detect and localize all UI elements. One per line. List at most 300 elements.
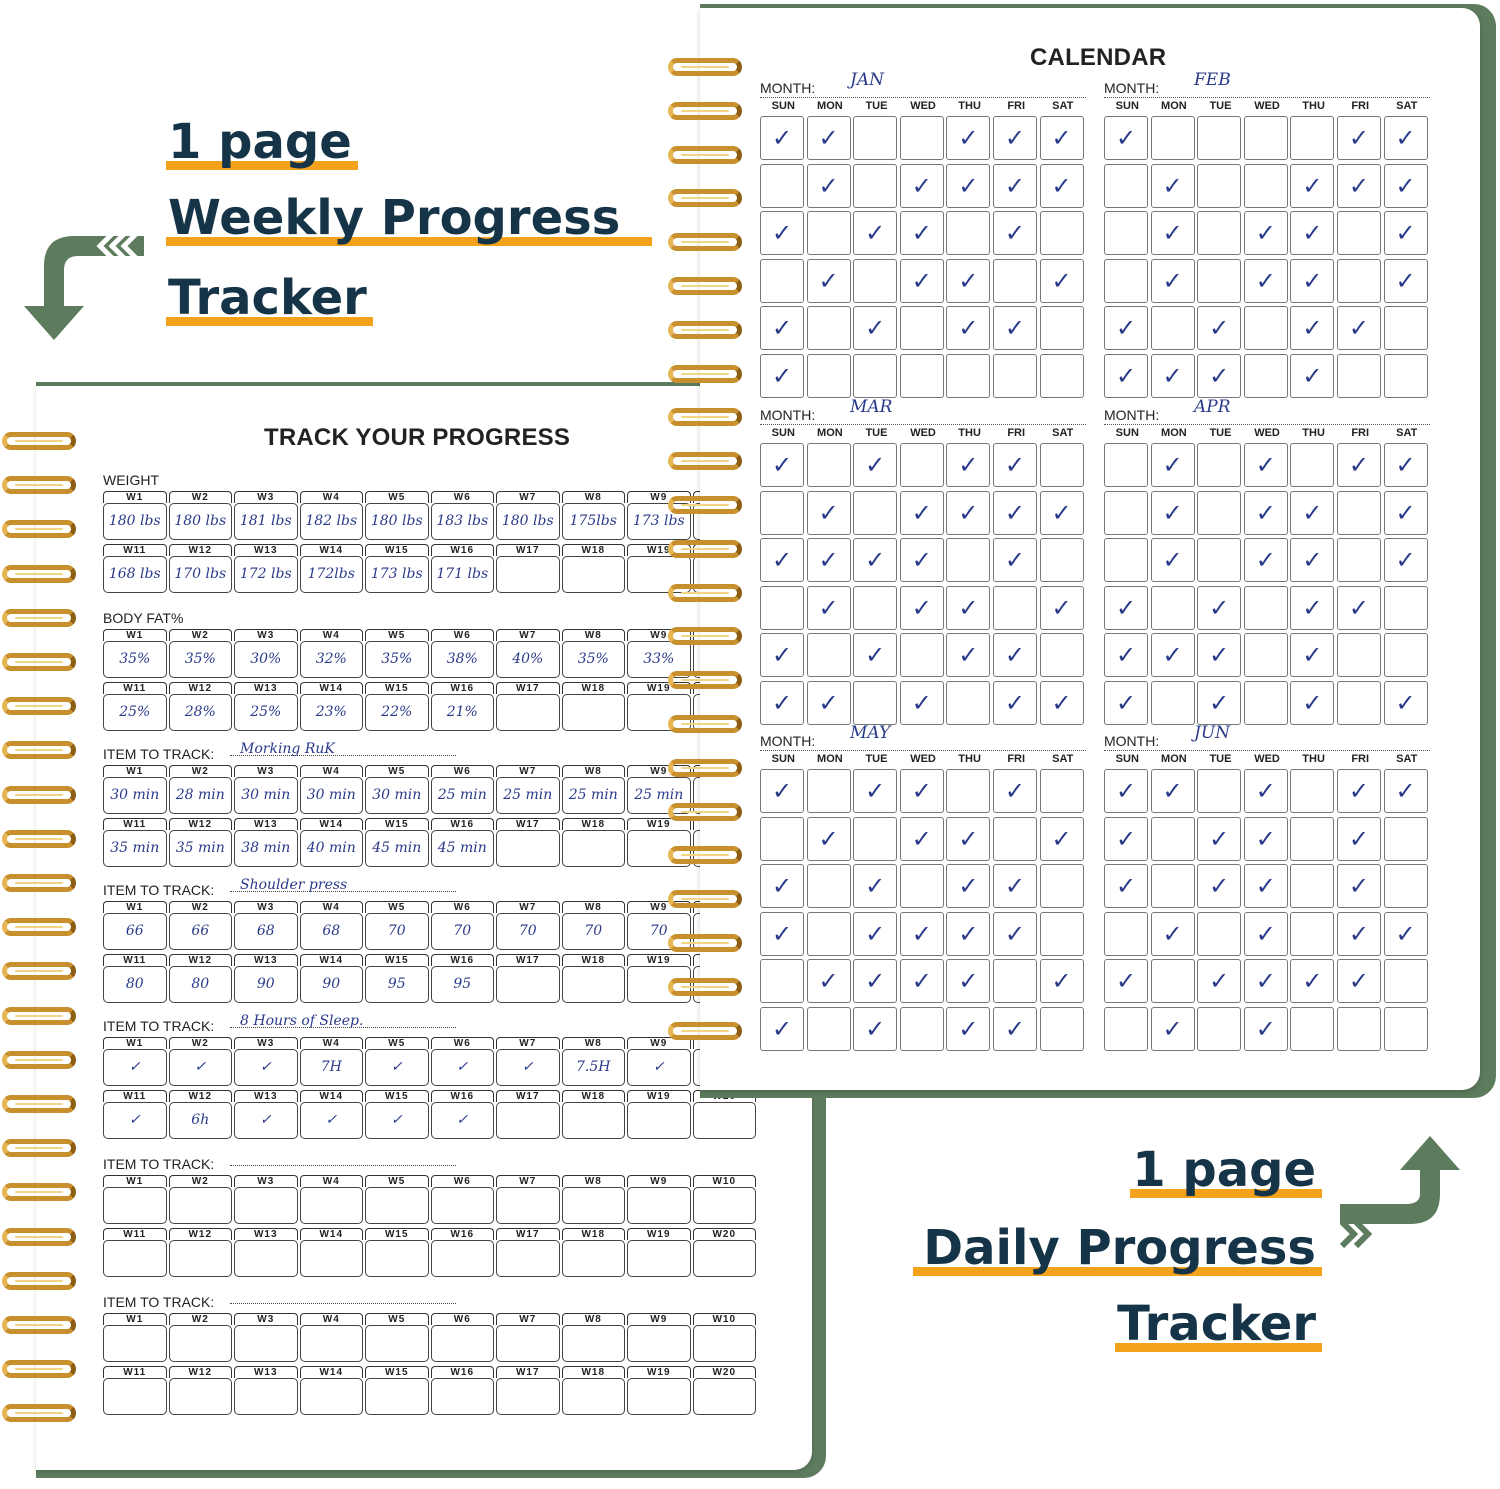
- day-box[interactable]: [1151, 681, 1195, 725]
- checked-day-box[interactable]: [1290, 633, 1334, 677]
- week-value[interactable]: 90: [234, 966, 298, 1003]
- checked-day-box[interactable]: [1384, 259, 1428, 303]
- checked-day-box[interactable]: [760, 1007, 804, 1051]
- week-cell[interactable]: [233, 1366, 299, 1415]
- day-box[interactable]: [946, 354, 990, 398]
- day-box[interactable]: [900, 864, 944, 908]
- week-cell[interactable]: [364, 765, 430, 814]
- week-value[interactable]: ✓: [300, 1102, 364, 1139]
- day-box[interactable]: [900, 354, 944, 398]
- day-box[interactable]: [1197, 912, 1241, 956]
- day-box[interactable]: [1197, 1007, 1241, 1051]
- day-box[interactable]: [760, 817, 804, 861]
- checked-day-box[interactable]: [1197, 354, 1241, 398]
- week-cell[interactable]: [495, 1090, 561, 1139]
- day-box[interactable]: [807, 769, 851, 813]
- week-value[interactable]: [496, 966, 560, 1003]
- week-value[interactable]: 182 lbs: [300, 503, 364, 540]
- week-value[interactable]: [693, 1240, 757, 1277]
- week-value[interactable]: 168 lbs: [103, 556, 167, 593]
- checked-day-box[interactable]: [1104, 864, 1148, 908]
- checked-day-box[interactable]: [1197, 959, 1241, 1003]
- week-value[interactable]: 7.5H: [562, 1049, 626, 1086]
- week-cell[interactable]: [495, 765, 561, 814]
- week-cell[interactable]: [430, 544, 496, 593]
- day-box[interactable]: [853, 259, 897, 303]
- checked-day-box[interactable]: [1290, 959, 1334, 1003]
- day-box[interactable]: [760, 259, 804, 303]
- week-cell[interactable]: [430, 818, 496, 867]
- week-value[interactable]: 180 lbs: [169, 503, 233, 540]
- week-cell[interactable]: [168, 818, 234, 867]
- day-box[interactable]: [1104, 912, 1148, 956]
- day-box[interactable]: [1151, 959, 1195, 1003]
- day-box[interactable]: [1104, 538, 1148, 582]
- checked-day-box[interactable]: [993, 116, 1037, 160]
- checked-day-box[interactable]: [900, 681, 944, 725]
- week-cell[interactable]: [299, 901, 365, 950]
- day-box[interactable]: [900, 306, 944, 350]
- week-cell[interactable]: [430, 1313, 496, 1362]
- day-box[interactable]: [760, 491, 804, 535]
- checked-day-box[interactable]: [760, 769, 804, 813]
- checked-day-box[interactable]: [946, 586, 990, 630]
- week-value[interactable]: ✓: [496, 1049, 560, 1086]
- checked-day-box[interactable]: [1104, 817, 1148, 861]
- week-value[interactable]: [103, 1378, 167, 1415]
- checked-day-box[interactable]: [1244, 864, 1288, 908]
- week-cell[interactable]: [168, 1175, 234, 1224]
- checked-day-box[interactable]: [1290, 538, 1334, 582]
- day-box[interactable]: [853, 817, 897, 861]
- day-box[interactable]: [900, 443, 944, 487]
- week-cell[interactable]: [561, 629, 627, 678]
- day-box[interactable]: [1244, 681, 1288, 725]
- checked-day-box[interactable]: [1290, 491, 1334, 535]
- day-box[interactable]: [853, 681, 897, 725]
- week-value[interactable]: [693, 1325, 757, 1362]
- week-value[interactable]: 180 lbs: [496, 503, 560, 540]
- checked-day-box[interactable]: [853, 1007, 897, 1051]
- day-box[interactable]: [1104, 164, 1148, 208]
- checked-day-box[interactable]: [1151, 491, 1195, 535]
- week-value[interactable]: 172 lbs: [234, 556, 298, 593]
- checked-day-box[interactable]: [946, 306, 990, 350]
- day-box[interactable]: [1104, 259, 1148, 303]
- day-box[interactable]: [853, 116, 897, 160]
- checked-day-box[interactable]: [946, 443, 990, 487]
- day-box[interactable]: [1290, 116, 1334, 160]
- week-value[interactable]: [627, 1240, 691, 1277]
- week-cell[interactable]: [430, 491, 496, 540]
- week-value[interactable]: 68: [234, 913, 298, 950]
- day-box[interactable]: [1197, 769, 1241, 813]
- day-box[interactable]: [1337, 538, 1381, 582]
- week-cell[interactable]: [495, 1366, 561, 1415]
- week-cell[interactable]: [102, 1037, 168, 1086]
- day-box[interactable]: [900, 633, 944, 677]
- checked-day-box[interactable]: [807, 164, 851, 208]
- day-box[interactable]: [946, 211, 990, 255]
- checked-day-box[interactable]: [1384, 769, 1428, 813]
- day-box[interactable]: [853, 164, 897, 208]
- checked-day-box[interactable]: [807, 817, 851, 861]
- week-cell[interactable]: [233, 1313, 299, 1362]
- day-box[interactable]: [760, 959, 804, 1003]
- checked-day-box[interactable]: [1040, 817, 1084, 861]
- week-cell[interactable]: [102, 491, 168, 540]
- checked-day-box[interactable]: [1384, 912, 1428, 956]
- week-cell[interactable]: [561, 818, 627, 867]
- checked-day-box[interactable]: [853, 211, 897, 255]
- week-cell[interactable]: [168, 1037, 234, 1086]
- checked-day-box[interactable]: [760, 211, 804, 255]
- checked-day-box[interactable]: [946, 1007, 990, 1051]
- week-value[interactable]: [562, 694, 626, 731]
- checked-day-box[interactable]: [1337, 586, 1381, 630]
- checked-day-box[interactable]: [1337, 769, 1381, 813]
- checked-day-box[interactable]: [1151, 443, 1195, 487]
- week-value[interactable]: ✓: [103, 1049, 167, 1086]
- item-name-field[interactable]: Shoulder press: [230, 878, 456, 892]
- week-cell[interactable]: [364, 818, 430, 867]
- week-value[interactable]: [234, 1325, 298, 1362]
- week-cell[interactable]: [364, 544, 430, 593]
- week-cell[interactable]: [561, 765, 627, 814]
- item-name-field[interactable]: [230, 1152, 456, 1166]
- day-box[interactable]: [1337, 259, 1381, 303]
- week-value[interactable]: [496, 1378, 560, 1415]
- day-box[interactable]: [1384, 306, 1428, 350]
- checked-day-box[interactable]: [1337, 306, 1381, 350]
- week-cell[interactable]: [364, 1366, 430, 1415]
- checked-day-box[interactable]: [1290, 164, 1334, 208]
- week-value[interactable]: [103, 1187, 167, 1224]
- week-cell[interactable]: [692, 1313, 758, 1362]
- week-value[interactable]: [562, 1378, 626, 1415]
- checked-day-box[interactable]: [1337, 116, 1381, 160]
- week-cell[interactable]: [233, 629, 299, 678]
- week-cell[interactable]: [561, 491, 627, 540]
- day-box[interactable]: [760, 164, 804, 208]
- checked-day-box[interactable]: [1290, 354, 1334, 398]
- day-box[interactable]: [1040, 538, 1084, 582]
- week-cell[interactable]: [430, 629, 496, 678]
- day-box[interactable]: [807, 864, 851, 908]
- week-value[interactable]: [496, 1325, 560, 1362]
- day-box[interactable]: [1197, 164, 1241, 208]
- week-value[interactable]: [300, 1240, 364, 1277]
- week-value[interactable]: 172lbs: [300, 556, 364, 593]
- week-value[interactable]: 28 min: [169, 777, 233, 814]
- day-box[interactable]: [1040, 211, 1084, 255]
- week-value[interactable]: ✓: [103, 1102, 167, 1139]
- week-value[interactable]: 35 min: [169, 830, 233, 867]
- week-cell[interactable]: [626, 1037, 692, 1086]
- week-cell[interactable]: [495, 682, 561, 731]
- checked-day-box[interactable]: [1197, 817, 1241, 861]
- week-cell[interactable]: [233, 1037, 299, 1086]
- checked-day-box[interactable]: [1337, 164, 1381, 208]
- week-value[interactable]: 68: [300, 913, 364, 950]
- week-value[interactable]: [627, 1102, 691, 1139]
- week-cell[interactable]: [299, 491, 365, 540]
- week-cell[interactable]: [299, 954, 365, 1003]
- week-cell[interactable]: [495, 954, 561, 1003]
- day-box[interactable]: [1384, 1007, 1428, 1051]
- checked-day-box[interactable]: [1384, 443, 1428, 487]
- item-name-field[interactable]: 8 Hours of Sleep.: [230, 1014, 456, 1028]
- day-box[interactable]: [1197, 116, 1241, 160]
- day-box[interactable]: [1384, 959, 1428, 1003]
- week-value[interactable]: 30 min: [300, 777, 364, 814]
- checked-day-box[interactable]: [760, 443, 804, 487]
- checked-day-box[interactable]: [900, 491, 944, 535]
- checked-day-box[interactable]: [760, 912, 804, 956]
- week-value[interactable]: 95: [431, 966, 495, 1003]
- week-value[interactable]: [300, 1378, 364, 1415]
- day-box[interactable]: [1151, 116, 1195, 160]
- week-cell[interactable]: [495, 1037, 561, 1086]
- week-cell[interactable]: [168, 1313, 234, 1362]
- day-box[interactable]: [853, 491, 897, 535]
- week-cell[interactable]: [364, 629, 430, 678]
- week-value[interactable]: 25 min: [431, 777, 495, 814]
- checked-day-box[interactable]: [1337, 864, 1381, 908]
- checked-day-box[interactable]: [853, 959, 897, 1003]
- checked-day-box[interactable]: [1337, 912, 1381, 956]
- week-value[interactable]: [562, 556, 626, 593]
- checked-day-box[interactable]: [1197, 864, 1241, 908]
- week-value[interactable]: 30 min: [103, 777, 167, 814]
- day-box[interactable]: [993, 586, 1037, 630]
- checked-day-box[interactable]: [993, 912, 1037, 956]
- week-value[interactable]: 33%: [627, 641, 691, 678]
- week-value[interactable]: 35%: [562, 641, 626, 678]
- week-cell[interactable]: [561, 1228, 627, 1277]
- week-cell[interactable]: [364, 1228, 430, 1277]
- checked-day-box[interactable]: [807, 491, 851, 535]
- checked-day-box[interactable]: [900, 817, 944, 861]
- checked-day-box[interactable]: [900, 912, 944, 956]
- week-cell[interactable]: [102, 544, 168, 593]
- day-box[interactable]: [1040, 864, 1084, 908]
- day-box[interactable]: [1040, 769, 1084, 813]
- checked-day-box[interactable]: [1151, 354, 1195, 398]
- checked-day-box[interactable]: [900, 769, 944, 813]
- day-box[interactable]: [993, 259, 1037, 303]
- week-value[interactable]: 35%: [169, 641, 233, 678]
- week-cell[interactable]: [430, 1366, 496, 1415]
- week-cell[interactable]: [364, 491, 430, 540]
- month-name[interactable]: FEB: [1194, 70, 1231, 90]
- week-value[interactable]: [562, 1102, 626, 1139]
- week-value[interactable]: 28%: [169, 694, 233, 731]
- week-cell[interactable]: [102, 901, 168, 950]
- week-value[interactable]: 173 lbs: [627, 503, 691, 540]
- week-value[interactable]: 32%: [300, 641, 364, 678]
- week-value[interactable]: ✓: [234, 1102, 298, 1139]
- checked-day-box[interactable]: [946, 959, 990, 1003]
- week-value[interactable]: [234, 1240, 298, 1277]
- day-box[interactable]: [1384, 586, 1428, 630]
- day-box[interactable]: [1384, 354, 1428, 398]
- week-value[interactable]: [431, 1378, 495, 1415]
- week-value[interactable]: [496, 694, 560, 731]
- checked-day-box[interactable]: [900, 586, 944, 630]
- week-cell[interactable]: [364, 1175, 430, 1224]
- week-value[interactable]: 25%: [234, 694, 298, 731]
- day-box[interactable]: [1040, 443, 1084, 487]
- day-box[interactable]: [1197, 538, 1241, 582]
- checked-day-box[interactable]: [853, 864, 897, 908]
- checked-day-box[interactable]: [760, 681, 804, 725]
- checked-day-box[interactable]: [993, 633, 1037, 677]
- week-value[interactable]: [496, 556, 560, 593]
- week-cell[interactable]: [233, 682, 299, 731]
- week-value[interactable]: [365, 1378, 429, 1415]
- checked-day-box[interactable]: [1290, 586, 1334, 630]
- checked-day-box[interactable]: [1104, 354, 1148, 398]
- checked-day-box[interactable]: [1151, 164, 1195, 208]
- checked-day-box[interactable]: [1104, 959, 1148, 1003]
- week-value[interactable]: [431, 1240, 495, 1277]
- week-cell[interactable]: [561, 1366, 627, 1415]
- checked-day-box[interactable]: [946, 116, 990, 160]
- week-cell[interactable]: [561, 954, 627, 1003]
- checked-day-box[interactable]: [993, 538, 1037, 582]
- checked-day-box[interactable]: [1197, 681, 1241, 725]
- week-cell[interactable]: [561, 1090, 627, 1139]
- week-value[interactable]: [627, 1187, 691, 1224]
- month-name[interactable]: JUN: [1194, 723, 1231, 743]
- week-cell[interactable]: [430, 1228, 496, 1277]
- week-cell[interactable]: [364, 1090, 430, 1139]
- week-value[interactable]: [496, 1102, 560, 1139]
- week-cell[interactable]: [430, 765, 496, 814]
- checked-day-box[interactable]: [1104, 586, 1148, 630]
- week-cell[interactable]: [299, 818, 365, 867]
- week-cell[interactable]: [233, 901, 299, 950]
- week-cell[interactable]: [561, 682, 627, 731]
- day-box[interactable]: [1197, 443, 1241, 487]
- week-cell[interactable]: [233, 765, 299, 814]
- week-value[interactable]: ✓: [365, 1102, 429, 1139]
- checked-day-box[interactable]: [993, 306, 1037, 350]
- week-value[interactable]: ✓: [627, 1049, 691, 1086]
- week-cell[interactable]: [168, 765, 234, 814]
- checked-day-box[interactable]: [1244, 538, 1288, 582]
- day-box[interactable]: [1151, 817, 1195, 861]
- week-cell[interactable]: [495, 1228, 561, 1277]
- checked-day-box[interactable]: [900, 259, 944, 303]
- week-value[interactable]: [169, 1187, 233, 1224]
- day-box[interactable]: [1151, 864, 1195, 908]
- day-box[interactable]: [807, 1007, 851, 1051]
- day-box[interactable]: [1290, 769, 1334, 813]
- week-value[interactable]: [562, 1240, 626, 1277]
- checked-day-box[interactable]: [1384, 538, 1428, 582]
- week-value[interactable]: [365, 1187, 429, 1224]
- week-value[interactable]: ✓: [234, 1049, 298, 1086]
- week-cell[interactable]: [299, 1037, 365, 1086]
- checked-day-box[interactable]: [1384, 116, 1428, 160]
- week-value[interactable]: 25 min: [496, 777, 560, 814]
- checked-day-box[interactable]: [760, 306, 804, 350]
- checked-day-box[interactable]: [1151, 1007, 1195, 1051]
- week-cell[interactable]: [102, 1313, 168, 1362]
- checked-day-box[interactable]: [993, 211, 1037, 255]
- week-cell[interactable]: [430, 1090, 496, 1139]
- week-value[interactable]: 66: [103, 913, 167, 950]
- day-box[interactable]: [807, 633, 851, 677]
- day-box[interactable]: [1337, 633, 1381, 677]
- week-value[interactable]: [234, 1378, 298, 1415]
- week-cell[interactable]: [495, 901, 561, 950]
- day-box[interactable]: [1290, 443, 1334, 487]
- checked-day-box[interactable]: [946, 633, 990, 677]
- week-value[interactable]: 170 lbs: [169, 556, 233, 593]
- week-value[interactable]: [103, 1240, 167, 1277]
- week-value[interactable]: [562, 1187, 626, 1224]
- checked-day-box[interactable]: [1244, 1007, 1288, 1051]
- checked-day-box[interactable]: [1151, 912, 1195, 956]
- week-cell[interactable]: [102, 1228, 168, 1277]
- checked-day-box[interactable]: [1040, 259, 1084, 303]
- week-value[interactable]: [693, 1378, 757, 1415]
- week-value[interactable]: ✓: [431, 1049, 495, 1086]
- month-name[interactable]: MAY: [850, 723, 891, 743]
- week-value[interactable]: [365, 1325, 429, 1362]
- week-cell[interactable]: [102, 1090, 168, 1139]
- checked-day-box[interactable]: [946, 164, 990, 208]
- week-value[interactable]: [562, 966, 626, 1003]
- day-box[interactable]: [807, 354, 851, 398]
- week-value[interactable]: 70: [496, 913, 560, 950]
- day-box[interactable]: [1384, 817, 1428, 861]
- checked-day-box[interactable]: [1040, 491, 1084, 535]
- day-box[interactable]: [1244, 116, 1288, 160]
- week-cell[interactable]: [495, 544, 561, 593]
- week-cell[interactable]: [102, 765, 168, 814]
- day-box[interactable]: [807, 306, 851, 350]
- checked-day-box[interactable]: [900, 164, 944, 208]
- checked-day-box[interactable]: [807, 681, 851, 725]
- week-value[interactable]: 40%: [496, 641, 560, 678]
- week-cell[interactable]: [102, 1175, 168, 1224]
- week-cell[interactable]: [299, 1090, 365, 1139]
- checked-day-box[interactable]: [1104, 769, 1148, 813]
- checked-day-box[interactable]: [853, 912, 897, 956]
- week-cell[interactable]: [299, 544, 365, 593]
- day-box[interactable]: [853, 586, 897, 630]
- day-box[interactable]: [1244, 306, 1288, 350]
- week-cell[interactable]: [364, 1037, 430, 1086]
- week-value[interactable]: 6h: [169, 1102, 233, 1139]
- week-value[interactable]: 173 lbs: [365, 556, 429, 593]
- day-box[interactable]: [900, 1007, 944, 1051]
- week-cell[interactable]: [168, 682, 234, 731]
- day-box[interactable]: [993, 817, 1037, 861]
- day-box[interactable]: [1337, 211, 1381, 255]
- checked-day-box[interactable]: [807, 259, 851, 303]
- week-value[interactable]: [169, 1378, 233, 1415]
- week-cell[interactable]: [299, 765, 365, 814]
- week-value[interactable]: 35%: [365, 641, 429, 678]
- day-box[interactable]: [1337, 1007, 1381, 1051]
- week-value[interactable]: 38%: [431, 641, 495, 678]
- checked-day-box[interactable]: [760, 354, 804, 398]
